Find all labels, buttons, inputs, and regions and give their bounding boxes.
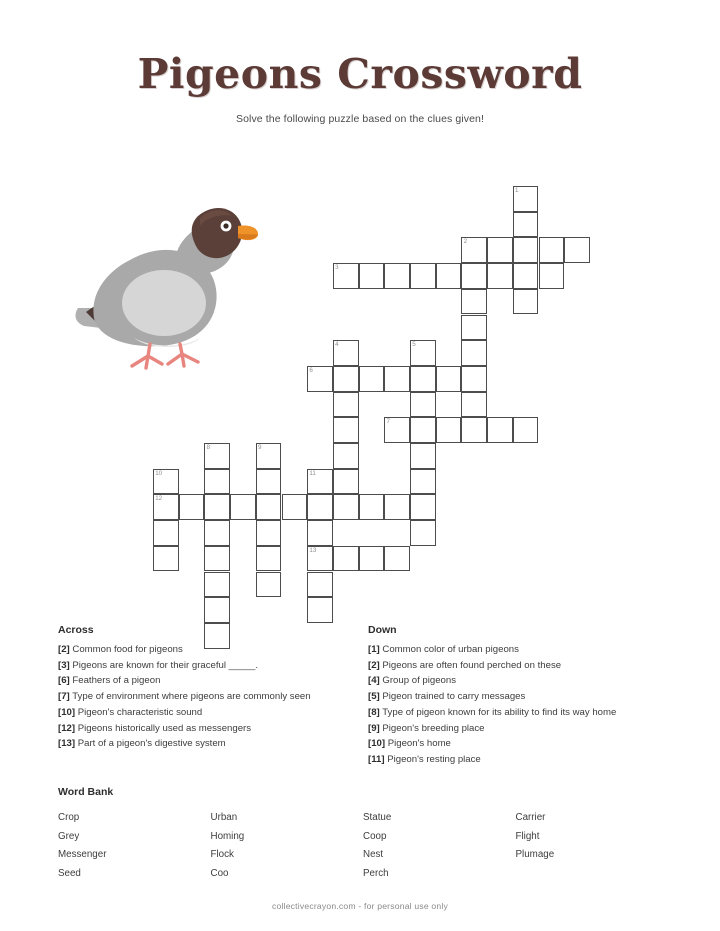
across-clues-column bbox=[58, 624, 358, 753]
crossword-cell-number: 13 bbox=[309, 546, 317, 554]
clue-item bbox=[368, 643, 668, 657]
clue-item bbox=[58, 659, 358, 673]
clue-item bbox=[368, 737, 668, 751]
crossword-cell[interactable] bbox=[333, 546, 359, 572]
clue-text: Feathers of a pigeon bbox=[69, 675, 161, 687]
down-heading: Down bbox=[368, 624, 397, 636]
crossword-cell[interactable] bbox=[436, 263, 462, 289]
down-clue-list bbox=[368, 643, 668, 767]
crossword-cell[interactable] bbox=[282, 494, 308, 520]
page-title: Pigeons Crossword bbox=[137, 50, 583, 98]
crossword-cell-number: 4 bbox=[335, 341, 339, 349]
crossword-cell[interactable] bbox=[410, 392, 436, 418]
crossword-cell[interactable] bbox=[204, 469, 230, 495]
crossword-cell[interactable] bbox=[333, 392, 359, 418]
crossword-cell[interactable] bbox=[513, 263, 539, 289]
crossword-cell[interactable] bbox=[307, 520, 333, 546]
clue-item bbox=[58, 722, 358, 736]
clue-text: Pigeon trained to carry messages bbox=[379, 691, 526, 703]
clue-number: [12] bbox=[58, 722, 76, 734]
clue-text: Group of pigeons bbox=[379, 675, 457, 687]
crossword-cell[interactable] bbox=[359, 494, 385, 520]
crossword-cell[interactable] bbox=[539, 263, 565, 289]
crossword-cell[interactable] bbox=[461, 417, 487, 443]
crossword-cell[interactable] bbox=[204, 597, 230, 623]
crossword-cell[interactable] bbox=[461, 392, 487, 418]
crossword-cell[interactable] bbox=[410, 417, 436, 443]
clue-item bbox=[368, 753, 668, 767]
clue-item bbox=[58, 643, 358, 657]
crossword-cell-number: 9 bbox=[258, 444, 262, 451]
crossword-cell[interactable] bbox=[359, 263, 385, 289]
crossword-cell[interactable] bbox=[359, 366, 385, 392]
clue-text: Pigeon's characteristic sound bbox=[75, 706, 203, 718]
crossword-cell[interactable] bbox=[436, 366, 462, 392]
word-bank-word: Nest bbox=[363, 849, 384, 860]
word-bank-columns bbox=[58, 809, 668, 883]
clue-number: [3] bbox=[58, 659, 70, 671]
crossword-cell[interactable] bbox=[333, 494, 359, 520]
crossword-cell[interactable] bbox=[333, 443, 359, 469]
crossword-cell[interactable] bbox=[564, 237, 590, 263]
crossword-cell[interactable] bbox=[410, 520, 436, 546]
crossword-cell[interactable] bbox=[307, 494, 333, 520]
crossword-cell[interactable] bbox=[153, 546, 179, 572]
crossword-cell[interactable] bbox=[333, 469, 359, 495]
crossword-cell[interactable] bbox=[513, 212, 539, 238]
crossword-cell[interactable] bbox=[256, 469, 282, 495]
crossword-cell[interactable] bbox=[204, 572, 230, 598]
word-bank-word: Coop bbox=[363, 830, 387, 842]
clue-text: Pigeons are known for their graceful _____. bbox=[69, 659, 258, 671]
crossword-cell[interactable] bbox=[230, 494, 256, 520]
crossword-cell[interactable] bbox=[359, 546, 385, 572]
crossword-cell[interactable] bbox=[384, 263, 410, 289]
crossword-cell-number: 3 bbox=[335, 264, 339, 272]
across-clue-list bbox=[58, 643, 358, 751]
crossword-cell-number: 7 bbox=[386, 418, 390, 426]
clue-item bbox=[368, 690, 668, 704]
crossword-cell[interactable] bbox=[539, 237, 565, 263]
clue-number: [8] bbox=[368, 706, 380, 718]
word-bank-heading: Word Bank bbox=[58, 786, 114, 798]
clue-number: [1] bbox=[368, 644, 380, 655]
clue-item bbox=[368, 706, 668, 720]
clue-text: Pigeon's breeding place bbox=[379, 722, 485, 734]
clue-item bbox=[368, 674, 668, 688]
clue-text: Pigeon's resting place bbox=[384, 753, 481, 765]
crossword-cell[interactable] bbox=[204, 494, 230, 520]
crossword-cell[interactable] bbox=[384, 366, 410, 392]
clue-number: [7] bbox=[58, 691, 70, 703]
word-bank-word: Perch bbox=[363, 867, 389, 879]
clue-text: Pigeon's home bbox=[385, 738, 451, 750]
crossword-cell-number: 1 bbox=[515, 187, 519, 194]
crossword-cell[interactable] bbox=[307, 572, 333, 598]
crossword-cell[interactable] bbox=[410, 443, 436, 469]
clue-item bbox=[58, 737, 358, 751]
clue-text: Type of environment where pigeons are commonly seen bbox=[69, 691, 311, 703]
crossword-cell[interactable] bbox=[461, 263, 487, 289]
clue-item bbox=[368, 722, 668, 736]
across-heading: Across bbox=[58, 624, 94, 636]
clue-text: Common food for pigeons bbox=[69, 644, 183, 655]
crossword-cell[interactable] bbox=[513, 289, 539, 315]
word-bank-word: Plumage bbox=[515, 849, 555, 860]
crossword-cell[interactable] bbox=[179, 494, 205, 520]
clue-item bbox=[368, 659, 668, 673]
crossword-cell[interactable] bbox=[204, 520, 230, 546]
crossword-cell-number: 11 bbox=[309, 469, 316, 477]
word-bank-column bbox=[211, 809, 364, 883]
crossword-cell[interactable] bbox=[410, 494, 436, 520]
clue-number: [4] bbox=[368, 675, 380, 687]
word-bank-word: Grey bbox=[58, 830, 80, 842]
word-bank-word: Urban bbox=[210, 812, 238, 823]
word-bank-column bbox=[516, 809, 669, 883]
clue-number: [10] bbox=[58, 706, 76, 718]
word-bank-word: Seed bbox=[58, 867, 81, 879]
down-clues-column bbox=[368, 624, 668, 769]
word-bank-section bbox=[58, 786, 668, 883]
crossword-cell[interactable] bbox=[333, 366, 359, 392]
crossword-cell[interactable] bbox=[410, 263, 436, 289]
clue-text: Pigeons historically used as messengers bbox=[75, 722, 252, 734]
word-bank-word: Coo bbox=[210, 867, 229, 879]
crossword-cell[interactable] bbox=[436, 417, 462, 443]
clue-text: Pigeons are often found perched on these bbox=[379, 659, 562, 671]
crossword-cell[interactable] bbox=[256, 494, 282, 520]
crossword-cell[interactable] bbox=[153, 520, 179, 546]
crossword-cell-number: 6 bbox=[309, 366, 313, 374]
crossword-cell[interactable] bbox=[461, 289, 487, 315]
crossword-cell[interactable] bbox=[384, 494, 410, 520]
page-subtitle: Solve the following puzzle based on the clues given! bbox=[235, 113, 485, 125]
clue-number: [5] bbox=[368, 691, 380, 703]
clue-number: [2] bbox=[58, 644, 70, 655]
footer-credit: collectivecrayon.com - for personal use only bbox=[272, 901, 448, 911]
crossword-cell-number: 8 bbox=[206, 444, 211, 451]
word-bank-column bbox=[58, 809, 211, 883]
crossword-cell[interactable] bbox=[461, 340, 487, 366]
crossword-cell[interactable] bbox=[461, 315, 487, 341]
clue-item bbox=[58, 674, 358, 688]
crossword-cell-number: 2 bbox=[463, 238, 468, 246]
word-bank-word: Homing bbox=[210, 830, 245, 842]
clue-number: [10] bbox=[368, 738, 386, 750]
crossword-cell[interactable] bbox=[513, 237, 539, 263]
crossword-cell-number: 12 bbox=[155, 495, 163, 503]
word-bank-word: Messenger bbox=[58, 849, 107, 860]
word-bank-word: Statue bbox=[363, 812, 392, 823]
clue-item bbox=[58, 690, 358, 704]
clue-number: [9] bbox=[368, 722, 380, 734]
clue-text: Part of a pigeon's digestive system bbox=[75, 738, 226, 750]
crossword-cell[interactable] bbox=[384, 546, 410, 572]
clue-number: [13] bbox=[58, 738, 76, 750]
crossword-cell[interactable] bbox=[487, 237, 513, 263]
clue-text: Type of pigeon known for its ability to find its way home bbox=[379, 706, 617, 718]
crossword-cell[interactable] bbox=[307, 597, 333, 623]
crossword-cell[interactable] bbox=[256, 572, 282, 598]
crossword-cell[interactable] bbox=[410, 469, 436, 495]
crossword-cell[interactable] bbox=[487, 263, 513, 289]
clue-item bbox=[58, 706, 358, 720]
crossword-cell[interactable] bbox=[461, 366, 487, 392]
clue-number: [2] bbox=[368, 659, 380, 671]
crossword-cell[interactable] bbox=[410, 366, 436, 392]
crossword-cell-number: 5 bbox=[412, 341, 416, 349]
word-bank-word: Crop bbox=[58, 812, 80, 823]
crossword-cell[interactable] bbox=[333, 417, 359, 443]
word-bank-word: Carrier bbox=[515, 812, 546, 823]
word-bank-word: Flock bbox=[210, 849, 234, 860]
word-bank-column bbox=[363, 809, 516, 883]
crossword-cell[interactable] bbox=[256, 520, 282, 546]
word-bank-word: Flight bbox=[515, 830, 540, 842]
crossword-cell[interactable] bbox=[487, 417, 513, 443]
clue-number: [11] bbox=[368, 753, 385, 765]
crossword-cell[interactable] bbox=[256, 546, 282, 572]
crossword-cell[interactable] bbox=[204, 546, 230, 572]
crossword-cell-number: 10 bbox=[155, 469, 163, 477]
clue-text: Common color of urban pigeons bbox=[379, 644, 519, 655]
crossword-cell[interactable] bbox=[513, 417, 539, 443]
clue-number: [6] bbox=[58, 675, 70, 687]
